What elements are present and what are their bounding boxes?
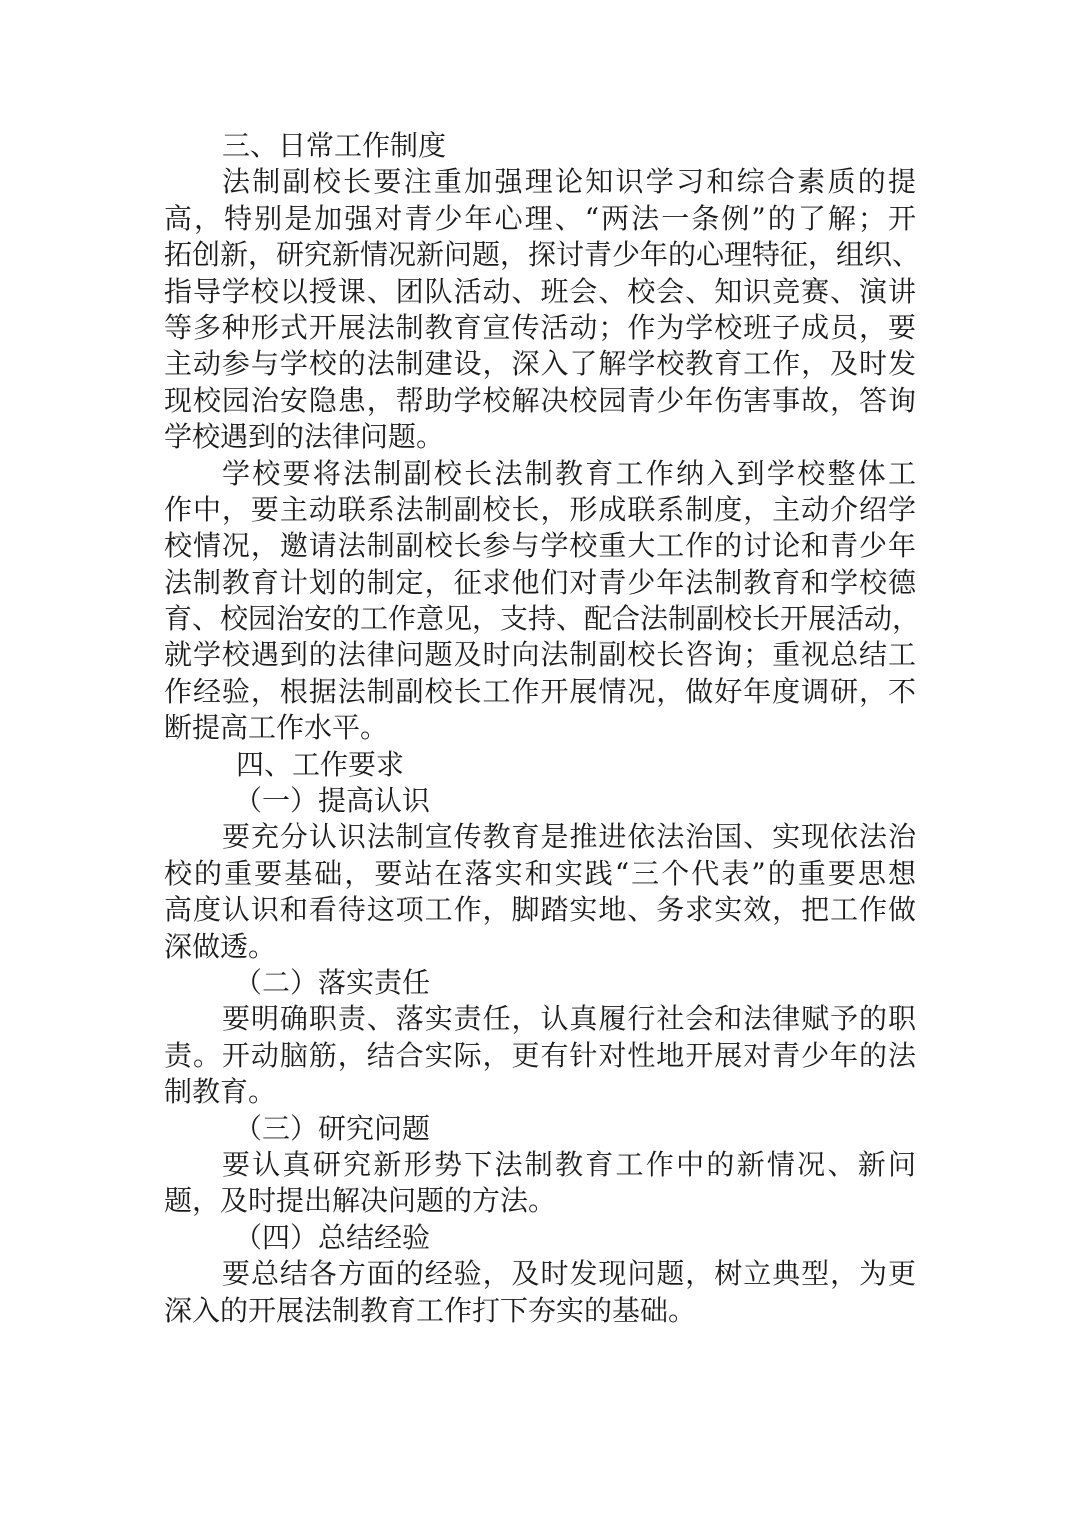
paragraph-line: 校的重要基础，要站在落实和实践“三个代表”的重要思想 — [164, 856, 916, 890]
paragraph-line: 现校园治安隐患，帮助学校解决校园青少年伤害事故，答询 — [164, 383, 916, 417]
paragraph-line: 育、校园治安的工作意见，支持、配合法制副校长开展活动， — [164, 602, 921, 636]
section-3-heading: 三、日常工作制度 — [222, 129, 447, 162]
subsection-3-heading: （三）研究问题 — [234, 1111, 431, 1145]
paragraph-line: 等多种形式开展法制教育宣传活动；作为学校班子成员，要 — [164, 310, 916, 344]
document-page — [164, 128, 921, 1329]
section-3-paragraph-2 — [164, 456, 921, 747]
paragraph-line: 主动参与学校的法制建设，深入了解学校教育工作，及时发 — [164, 347, 916, 381]
section-4-heading: 四、工作要求 — [236, 747, 405, 781]
paragraph-line: 要明确职责、落实责任，认真履行社会和法律赋予的职 — [222, 1002, 916, 1036]
paragraph-line: 高，特别是加强对青少年心理、“两法一条例”的了解；开 — [164, 201, 916, 235]
subsection-1-paragraph — [164, 819, 916, 965]
paragraph-line: 断提高工作水平。 — [164, 711, 389, 745]
paragraph-line: 学校要将法制副校长法制教育工作纳入到学校整体工 — [222, 456, 916, 490]
paragraph-line: 要总结各方面的经验，及时发现问题，树立典型，为更 — [222, 1257, 916, 1291]
paragraph-line: 指导学校以授课、团队活动、班会、校会、知识竞赛、演讲 — [164, 274, 916, 308]
paragraph-line: 法制副校长要注重加强理论知识学习和综合素质的提 — [222, 165, 916, 199]
paragraph-line: 要充分认识法制宣传教育是推进依法治国、实现依法治 — [222, 820, 916, 854]
paragraph-line: 校情况，邀请法制副校长参与学校重大工作的讨论和青少年 — [164, 529, 916, 563]
paragraph-line: 深做透。 — [164, 929, 277, 963]
paragraph-line: 深入的开展法制教育工作打下夯实的基础。 — [164, 1293, 697, 1327]
subsection-2-heading: （二）落实责任 — [234, 965, 431, 999]
subsection-1-heading: （一）提高认识 — [234, 784, 431, 818]
paragraph-line: 题，及时提出解决问题的方法。 — [164, 1184, 557, 1218]
paragraph-line: 就学校遇到的法律问题及时向法制副校长咨询；重视总结工 — [164, 638, 916, 672]
paragraph-line: 学校遇到的法律问题。 — [164, 420, 445, 454]
paragraph-line: 作经验，根据法制副校长工作开展情况，做好年度调研，不 — [164, 674, 916, 708]
subsection-3-paragraph — [164, 1147, 916, 1220]
paragraph-line: 制教育。 — [164, 1075, 277, 1109]
paragraph-line: 要认真研究新形势下法制教育工作中的新情况、新问 — [222, 1147, 916, 1181]
paragraph-line: 拓创新，研究新情况新问题，探讨青少年的心理特征，组织、 — [164, 238, 921, 272]
paragraph-line: 作中，要主动联系法制副校长，形成联系制度，主动介绍学 — [164, 492, 916, 526]
subsection-4-heading: （四）总结经验 — [234, 1220, 431, 1254]
paragraph-line: 法制教育计划的制定，征求他们对青少年法制教育和学校德 — [164, 565, 916, 599]
subsection-4-paragraph — [164, 1256, 916, 1329]
paragraph-line: 高度认识和看待这项工作，脚踏实地、务求实效，把工作做 — [164, 893, 916, 927]
subsection-2-paragraph — [164, 1001, 916, 1110]
section-3-paragraph-1 — [164, 164, 921, 455]
paragraph-line: 责。开动脑筋，结合实际，更有针对性地开展对青少年的法 — [164, 1038, 916, 1072]
